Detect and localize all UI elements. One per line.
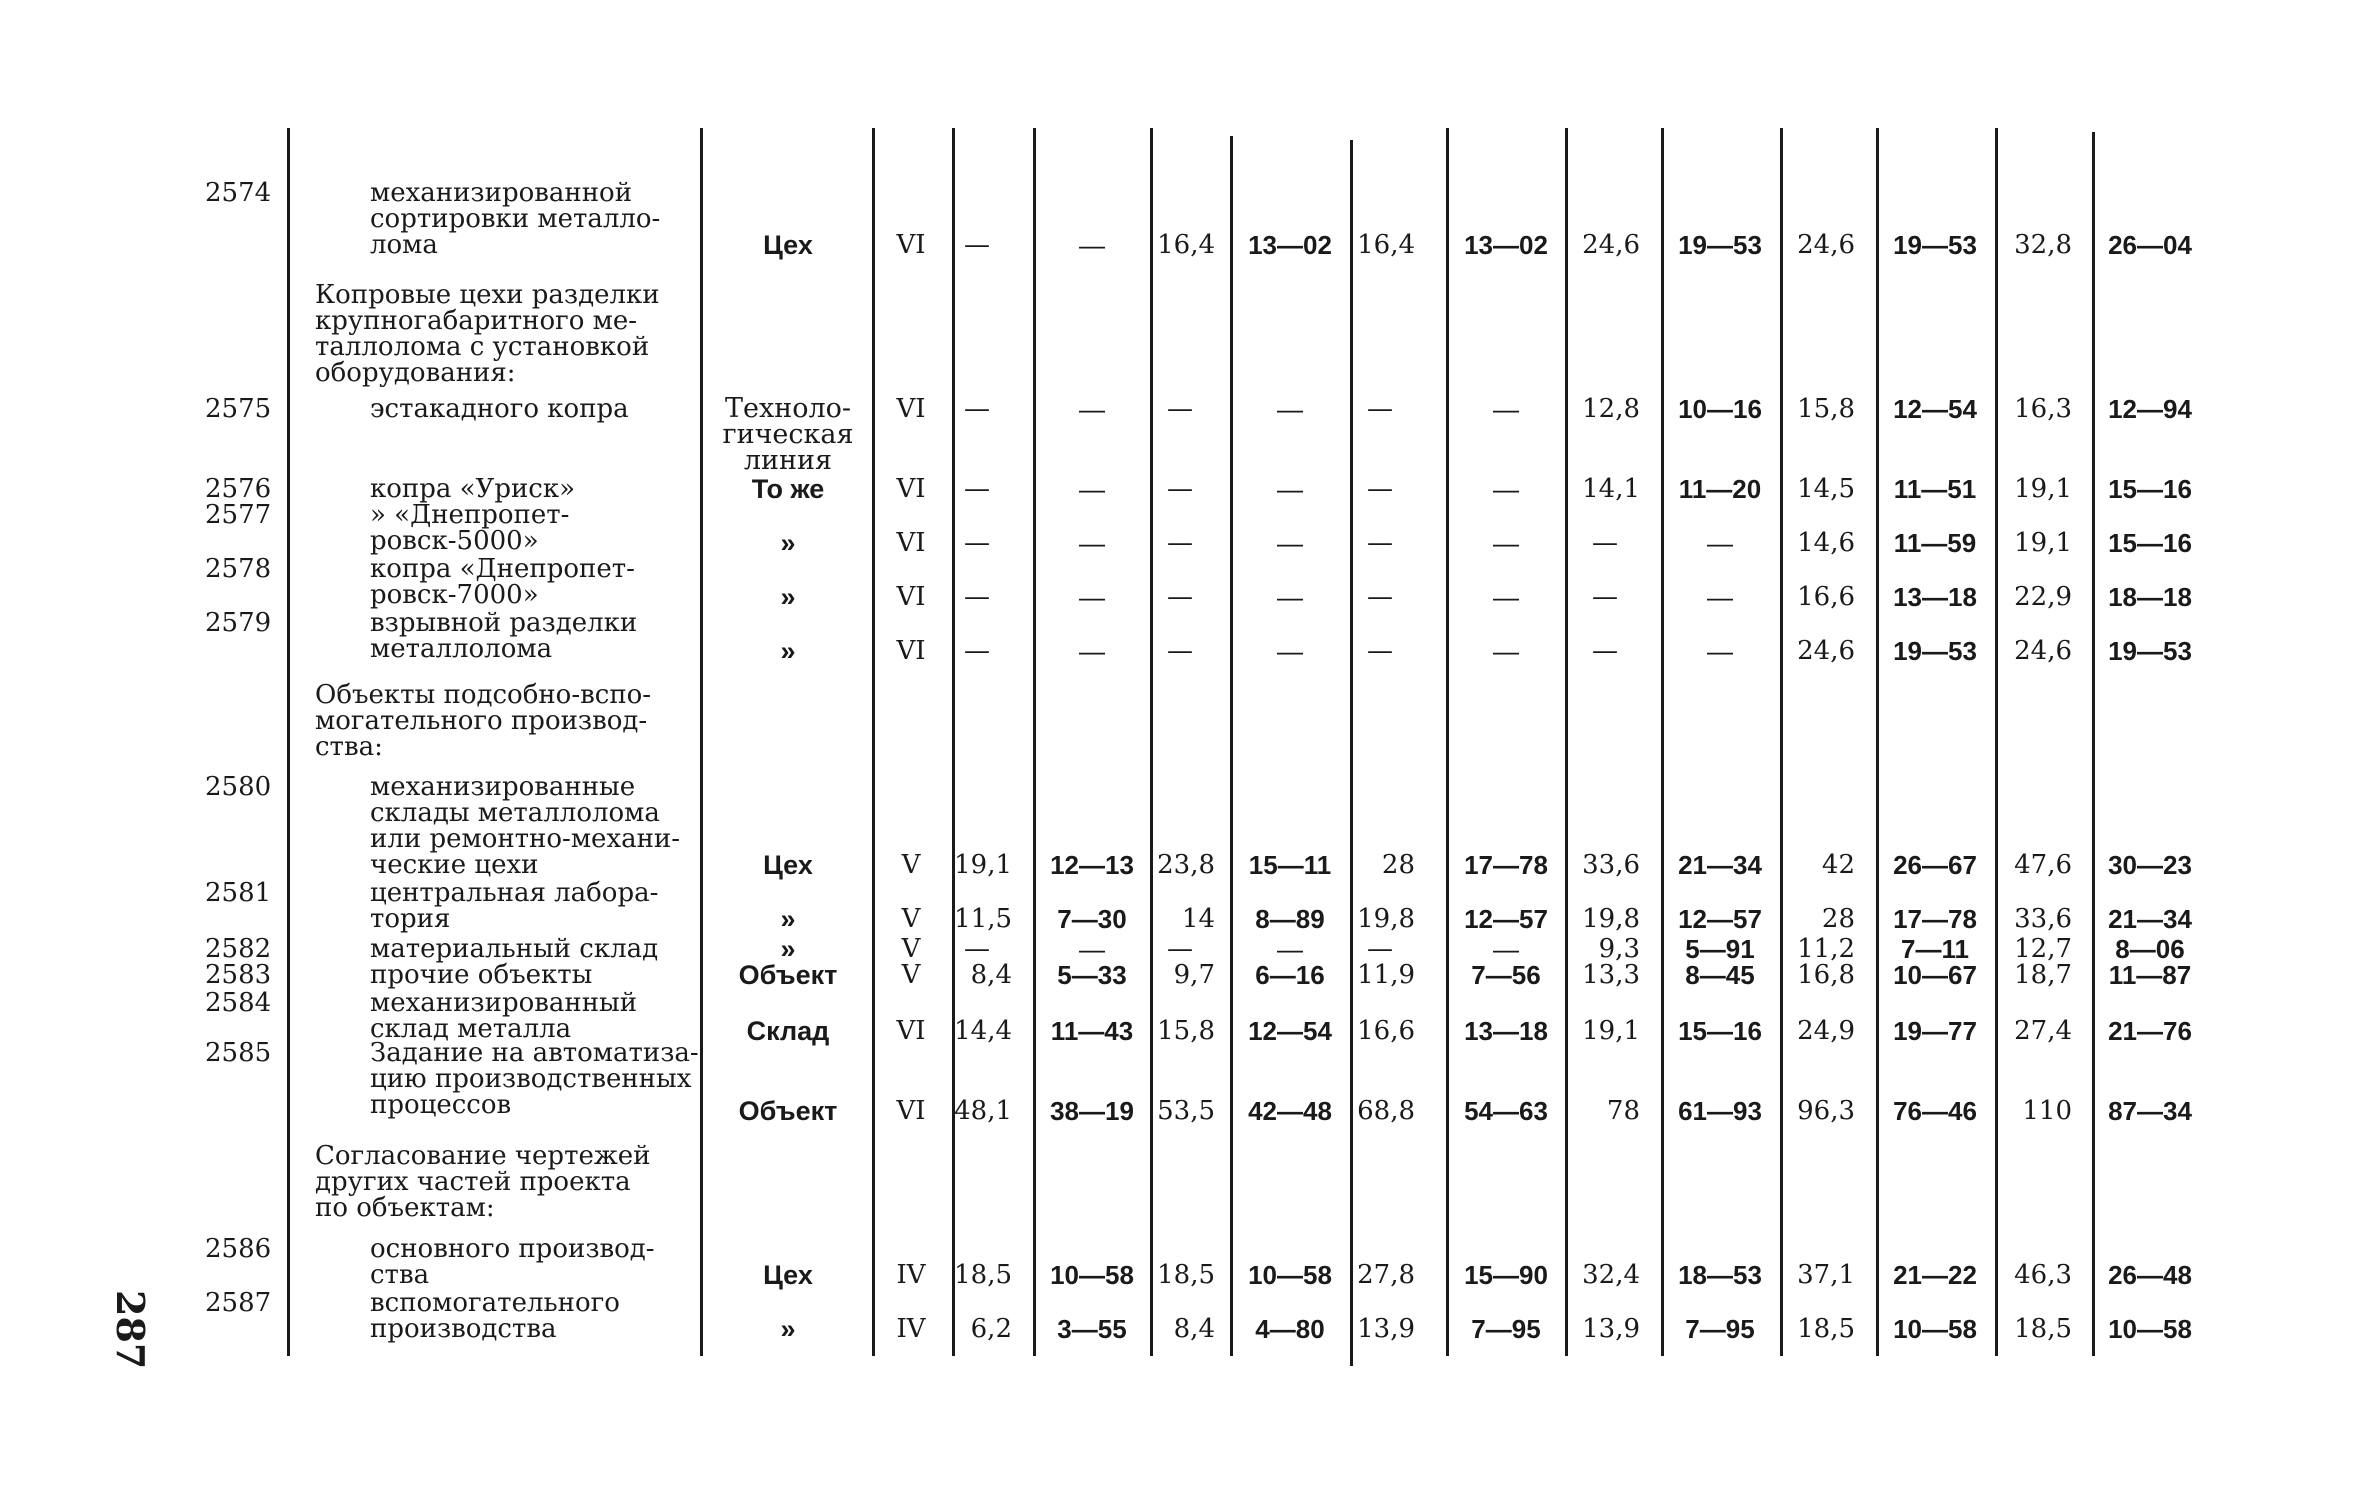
table-cell-value: 16,4 bbox=[1157, 230, 1215, 260]
table-cell-value: — bbox=[1167, 636, 1193, 666]
table-cell-value: 13,9 bbox=[1582, 1314, 1640, 1344]
table-cell-value: 54—63 bbox=[1464, 1096, 1548, 1126]
table-cell-value: 26—04 bbox=[2108, 230, 2192, 260]
row-code: 2576 bbox=[205, 474, 272, 504]
row-category: VI bbox=[896, 1096, 926, 1126]
table-cell-value: 19,1 bbox=[2014, 474, 2072, 504]
table-cell-value: 3—55 bbox=[1057, 1314, 1127, 1344]
table-cell-value: 12—13 bbox=[1050, 850, 1134, 880]
row-description-line: » «Днепропет- bbox=[370, 500, 570, 530]
table-cell-value: 6,2 bbox=[970, 1314, 1012, 1344]
table-cell-value: 26—67 bbox=[1893, 850, 1977, 880]
row-code: 2575 bbox=[205, 394, 272, 424]
table-cell-value: 12—54 bbox=[1893, 394, 1977, 424]
table-cell-value: 11—59 bbox=[1893, 528, 1977, 558]
table-cell-value: 10—67 bbox=[1893, 960, 1977, 990]
row-unit-line: линия bbox=[743, 445, 833, 476]
table-cell-value: 16,6 bbox=[1797, 582, 1855, 612]
table-cell-value: 13,3 bbox=[1582, 960, 1640, 990]
row-description-line: механизированный bbox=[370, 988, 638, 1018]
table-cell-value: — bbox=[964, 934, 990, 964]
table-cell-value: — bbox=[1079, 474, 1105, 504]
row-code: 2587 bbox=[205, 1288, 272, 1318]
table-cell-value: 14,1 bbox=[1582, 474, 1640, 504]
table-cell-value: — bbox=[1592, 528, 1618, 558]
table-cell-value: 17—78 bbox=[1464, 850, 1548, 880]
table-cell-value: — bbox=[1367, 528, 1393, 558]
row-code: 2582 bbox=[205, 934, 272, 964]
table-cell-value: — bbox=[1592, 582, 1618, 612]
table-cell-value: 12—54 bbox=[1248, 1016, 1332, 1046]
table-cell-value: 15—90 bbox=[1464, 1260, 1548, 1290]
table-cell-value: 9,7 bbox=[1173, 960, 1215, 990]
group-heading-line: могательного производ- bbox=[315, 706, 648, 736]
table-cell-value: 21—34 bbox=[1678, 850, 1762, 880]
table-cell-value: — bbox=[1367, 582, 1393, 612]
table-cell-value: — bbox=[1367, 394, 1393, 424]
row-description-line: эстакадного копра bbox=[370, 394, 629, 424]
table-cell-value: 32,4 bbox=[1582, 1260, 1640, 1290]
table-cell-value: 19—53 bbox=[1893, 230, 1977, 260]
table-cell-value: 10—58 bbox=[1893, 1314, 1977, 1344]
row-unit: Объект bbox=[738, 1096, 838, 1126]
table-cell-value: 28 bbox=[1381, 850, 1415, 880]
table-cell-value: 4—80 bbox=[1255, 1314, 1325, 1344]
table-cell-value: — bbox=[1707, 636, 1733, 666]
table-cell-value: 9,3 bbox=[1598, 934, 1640, 964]
table-cell-value: — bbox=[1079, 394, 1105, 424]
row-unit: » bbox=[780, 636, 796, 666]
table-cell-value: 21—76 bbox=[2108, 1016, 2192, 1046]
table-cell-value: 21—34 bbox=[2108, 904, 2192, 934]
table-cell-value: 15,8 bbox=[1797, 394, 1855, 424]
column-rule bbox=[1446, 128, 1449, 1356]
row-category: V bbox=[901, 904, 921, 934]
row-category: IV bbox=[896, 1314, 926, 1344]
row-description-line: материальный склад bbox=[370, 934, 659, 964]
table-cell-value: 18,5 bbox=[1797, 1314, 1855, 1344]
row-unit: Склад bbox=[746, 1016, 830, 1046]
row-code: 2577 bbox=[205, 500, 272, 530]
table-cell-value: 18,5 bbox=[954, 1260, 1012, 1290]
group-heading-line: Объекты подсобно-вспо- bbox=[315, 680, 652, 710]
column-rule bbox=[1876, 128, 1879, 1356]
table-cell-value: — bbox=[964, 230, 990, 260]
table-cell-value: 12,8 bbox=[1582, 394, 1640, 424]
row-description-line: цию производственных bbox=[370, 1064, 692, 1094]
group-heading-line: таллолома с установкой bbox=[315, 332, 650, 362]
row-code: 2583 bbox=[205, 960, 272, 990]
table-cell-value: 48,1 bbox=[954, 1096, 1012, 1126]
table-cell-value: 37,1 bbox=[1797, 1260, 1855, 1290]
table-cell-value: 32,8 bbox=[2014, 230, 2072, 260]
column-rule bbox=[1661, 128, 1664, 1356]
table-cell-value: — bbox=[1079, 582, 1105, 612]
table-cell-value: — bbox=[964, 636, 990, 666]
row-unit: Цех bbox=[763, 230, 813, 260]
table-cell-value: 19—53 bbox=[1678, 230, 1762, 260]
table-cell-value: — bbox=[1592, 636, 1618, 666]
table-cell-value: 7—56 bbox=[1471, 960, 1541, 990]
table-cell-value: — bbox=[1493, 394, 1519, 424]
group-heading-line: крупногабаритного ме- bbox=[315, 306, 638, 336]
table-cell-value: 11—20 bbox=[1678, 474, 1762, 504]
table-cell-value: 7—95 bbox=[1685, 1314, 1755, 1344]
table-cell-value: 5—91 bbox=[1685, 934, 1755, 964]
table-cell-value: 22,9 bbox=[2014, 582, 2072, 612]
table-cell-value: 8—06 bbox=[2115, 934, 2185, 964]
row-description-line: ства bbox=[370, 1260, 430, 1290]
table-cell-value: 11,9 bbox=[1357, 960, 1415, 990]
row-description-line: лома bbox=[370, 230, 438, 260]
row-description-line: центральная лабора- bbox=[370, 878, 659, 908]
table-cell-value: — bbox=[1277, 528, 1303, 558]
row-description-line: взрывной разделки bbox=[370, 608, 638, 638]
group-heading-line: ства: bbox=[315, 732, 383, 762]
table-cell-value: 19—53 bbox=[1893, 636, 1977, 666]
table-cell-value: — bbox=[1167, 528, 1193, 558]
group-heading-line: Копровые цехи разделки bbox=[315, 280, 660, 310]
row-unit: » bbox=[780, 904, 796, 934]
table-cell-value: 24,6 bbox=[1797, 230, 1855, 260]
table-cell-value: 19—77 bbox=[1893, 1016, 1977, 1046]
row-code: 2580 bbox=[205, 772, 272, 802]
table-cell-value: 28 bbox=[1821, 904, 1855, 934]
table-cell-value: 11,5 bbox=[954, 904, 1012, 934]
table-cell-value: 24,6 bbox=[2014, 636, 2072, 666]
row-unit: То же bbox=[751, 474, 825, 504]
row-description-line: механизированной bbox=[370, 178, 633, 208]
table-cell-value: — bbox=[964, 394, 990, 424]
row-description-line: ровск-7000» bbox=[370, 580, 539, 610]
row-unit: » bbox=[780, 1314, 796, 1344]
table-cell-value: — bbox=[1167, 582, 1193, 612]
table-cell-value: 7—30 bbox=[1057, 904, 1127, 934]
row-category: VI bbox=[896, 230, 926, 260]
row-description-line: металлолома bbox=[370, 634, 553, 664]
table-cell-value: 8—89 bbox=[1255, 904, 1325, 934]
table-cell-value: — bbox=[1367, 934, 1393, 964]
row-description-line: процессов bbox=[370, 1090, 512, 1120]
row-unit: Цех bbox=[763, 850, 813, 880]
table-cell-value: 24,9 bbox=[1797, 1016, 1855, 1046]
table-cell-value: 27,8 bbox=[1357, 1260, 1415, 1290]
column-rule bbox=[700, 128, 703, 1356]
row-category: VI bbox=[896, 474, 926, 504]
table-cell-value: 12—94 bbox=[2108, 394, 2192, 424]
table-cell-value: — bbox=[1277, 394, 1303, 424]
table-cell-value: 10—16 bbox=[1678, 394, 1762, 424]
page-number: 287 bbox=[108, 1290, 153, 1370]
table-cell-value: 27,4 bbox=[2014, 1016, 2072, 1046]
table-cell-value: — bbox=[1167, 474, 1193, 504]
table-cell-value: — bbox=[1277, 474, 1303, 504]
table-cell-value: 11—87 bbox=[2108, 960, 2192, 990]
row-unit: Объект bbox=[738, 960, 838, 990]
table-cell-value: 11—51 bbox=[1893, 474, 1977, 504]
row-description-line: ровск-5000» bbox=[370, 526, 539, 556]
table-cell-value: 14,5 bbox=[1797, 474, 1855, 504]
table-cell-value: 87—34 bbox=[2108, 1096, 2192, 1126]
row-category: VI bbox=[896, 1016, 926, 1046]
table-cell-value: 13—18 bbox=[1893, 582, 1977, 612]
row-category: VI bbox=[896, 528, 926, 558]
table-cell-value: 78 bbox=[1606, 1096, 1640, 1126]
table-cell-value: 110 bbox=[2022, 1096, 2072, 1126]
column-rule bbox=[872, 128, 875, 1356]
table-cell-value: 13—02 bbox=[1248, 230, 1332, 260]
table-cell-value: 15—11 bbox=[1248, 850, 1332, 880]
group-heading-line: по объектам: bbox=[315, 1193, 495, 1223]
row-description-line: копра «Днепропет- bbox=[370, 554, 635, 584]
row-unit: » bbox=[780, 528, 796, 558]
row-unit: » bbox=[780, 582, 796, 612]
table-cell-value: — bbox=[1079, 934, 1105, 964]
table-cell-value: — bbox=[1367, 474, 1393, 504]
row-description-line: производства bbox=[370, 1314, 557, 1344]
table-cell-value: 19,1 bbox=[954, 850, 1012, 880]
row-code: 2574 bbox=[205, 178, 272, 208]
column-rule bbox=[1780, 128, 1783, 1356]
row-category: V bbox=[901, 934, 921, 964]
column-rule bbox=[1033, 128, 1036, 1356]
table-cell-value: — bbox=[1167, 394, 1193, 424]
row-description-line: или ремонтно-механи- bbox=[370, 824, 681, 854]
table-cell-value: 12,7 bbox=[2014, 934, 2072, 964]
table-cell-value: 6—16 bbox=[1255, 960, 1325, 990]
column-rule bbox=[1150, 128, 1153, 1356]
table-cell-value: 18—18 bbox=[2108, 582, 2192, 612]
table-cell-value: — bbox=[1167, 934, 1193, 964]
column-rule bbox=[2092, 132, 2095, 1356]
row-category: VI bbox=[896, 582, 926, 612]
table-cell-value: 19—53 bbox=[2108, 636, 2192, 666]
table-cell-value: 46,3 bbox=[2014, 1260, 2072, 1290]
table-cell-value: 12—57 bbox=[1464, 904, 1548, 934]
table-cell-value: 11,2 bbox=[1797, 934, 1855, 964]
table-cell-value: — bbox=[1493, 636, 1519, 666]
row-category: VI bbox=[896, 636, 926, 666]
group-heading-line: Согласование чертежей bbox=[315, 1141, 651, 1171]
row-description-line: сортировки металло- bbox=[370, 204, 661, 234]
table-cell-value: 18,7 bbox=[2014, 960, 2072, 990]
table-cell-value: — bbox=[1277, 582, 1303, 612]
table-cell-value: 8,4 bbox=[970, 960, 1012, 990]
column-rule bbox=[1350, 140, 1353, 1366]
row-description-line: прочие объекты bbox=[370, 960, 593, 990]
table-cell-value: 5—33 bbox=[1057, 960, 1127, 990]
row-unit-line: гическая bbox=[722, 419, 854, 450]
group-heading-line: других частей проекта bbox=[315, 1167, 631, 1197]
table-cell-value: 16,4 bbox=[1357, 230, 1415, 260]
column-rule bbox=[952, 128, 955, 1356]
column-rule bbox=[287, 128, 290, 1356]
table-cell-value: 47,6 bbox=[2014, 850, 2072, 880]
row-description-line: копра «Уриск» bbox=[370, 474, 576, 504]
table-cell-value: — bbox=[1277, 934, 1303, 964]
table-cell-value: 38—19 bbox=[1050, 1096, 1134, 1126]
group-heading-line: оборудования: bbox=[315, 358, 516, 388]
table-cell-value: 18,5 bbox=[2014, 1314, 2072, 1344]
table-cell-value: 23,8 bbox=[1157, 850, 1215, 880]
table-cell-value: 15—16 bbox=[2108, 474, 2192, 504]
table-cell-value: — bbox=[964, 528, 990, 558]
table-cell-value: 10—58 bbox=[1248, 1260, 1332, 1290]
row-description-line: вспомогательного bbox=[370, 1288, 620, 1318]
table-cell-value: 96,3 bbox=[1797, 1096, 1855, 1126]
table-cell-value: 16,6 bbox=[1357, 1016, 1415, 1046]
row-code: 2581 bbox=[205, 878, 272, 908]
row-description-line: Задание на автоматиза- bbox=[370, 1038, 699, 1068]
table-cell-value: — bbox=[1707, 582, 1733, 612]
table-cell-value: 19,1 bbox=[1582, 1016, 1640, 1046]
table-cell-value: 7—95 bbox=[1471, 1314, 1541, 1344]
table-cell-value: 19,8 bbox=[1357, 904, 1415, 934]
table-cell-value: — bbox=[1079, 230, 1105, 260]
row-code: 2586 bbox=[205, 1234, 272, 1264]
table-cell-value: 24,6 bbox=[1797, 636, 1855, 666]
row-unit: » bbox=[780, 934, 796, 964]
table-cell-value: 14,6 bbox=[1797, 528, 1855, 558]
table-cell-value: 53,5 bbox=[1157, 1096, 1215, 1126]
table-cell-value: 14,4 bbox=[954, 1016, 1012, 1046]
table-cell-value: — bbox=[964, 474, 990, 504]
table-cell-value: — bbox=[1707, 528, 1733, 558]
table-cell-value: 76—46 bbox=[1893, 1096, 1977, 1126]
table-cell-value: — bbox=[1079, 528, 1105, 558]
row-description-line: тория bbox=[370, 904, 451, 934]
table-cell-value: 8—45 bbox=[1685, 960, 1755, 990]
table-cell-value: 21—22 bbox=[1893, 1260, 1977, 1290]
row-description-line: склад металла bbox=[370, 1014, 572, 1044]
table-cell-value: 15—16 bbox=[1678, 1016, 1762, 1046]
table-cell-value: 19,1 bbox=[2014, 528, 2072, 558]
row-description-line: основного производ- bbox=[370, 1234, 655, 1264]
column-rule bbox=[1995, 128, 1998, 1356]
table-cell-value: 33,6 bbox=[1582, 850, 1640, 880]
table-cell-value: 11—43 bbox=[1050, 1016, 1134, 1046]
table-cell-value: 17—78 bbox=[1893, 904, 1977, 934]
row-unit-line: Техноло- bbox=[725, 393, 851, 424]
table-cell-value: 10—58 bbox=[2108, 1314, 2192, 1344]
table-cell-value: — bbox=[1493, 582, 1519, 612]
table-cell-value: 24,6 bbox=[1582, 230, 1640, 260]
row-description-line: механизированные bbox=[370, 772, 636, 802]
table-cell-value: 8,4 bbox=[1173, 1314, 1215, 1344]
row-code: 2579 bbox=[205, 608, 272, 638]
row-description-line: ческие цехи bbox=[370, 850, 539, 880]
table-cell-value: 16,8 bbox=[1797, 960, 1855, 990]
table-cell-value: — bbox=[1493, 934, 1519, 964]
table-cell-value: — bbox=[1493, 474, 1519, 504]
table-cell-value: 16,3 bbox=[2014, 394, 2072, 424]
column-rule bbox=[1230, 136, 1233, 1356]
table-cell-value: 15—16 bbox=[2108, 528, 2192, 558]
table-cell-value: 42—48 bbox=[1248, 1096, 1332, 1126]
table-cell-value: 13—02 bbox=[1464, 230, 1548, 260]
table-cell-value: — bbox=[1493, 528, 1519, 558]
table-cell-value: 42 bbox=[1821, 850, 1855, 880]
table-cell-value: 61—93 bbox=[1678, 1096, 1762, 1126]
table-cell-value: 13,9 bbox=[1357, 1314, 1415, 1344]
table-cell-value: 33,6 bbox=[2014, 904, 2072, 934]
row-code: 2584 bbox=[205, 988, 272, 1018]
row-category: IV bbox=[896, 1260, 926, 1290]
table-cell-value: — bbox=[1367, 636, 1393, 666]
table-cell-value: 68,8 bbox=[1357, 1096, 1415, 1126]
table-cell-value: 18—53 bbox=[1678, 1260, 1762, 1290]
row-category: V bbox=[901, 960, 921, 990]
row-category: V bbox=[901, 850, 921, 880]
table-cell-value: 10—58 bbox=[1050, 1260, 1134, 1290]
table-cell-value: 19,8 bbox=[1582, 904, 1640, 934]
table-cell-value: — bbox=[964, 582, 990, 612]
table-cell-value: 7—11 bbox=[1901, 934, 1969, 964]
table-cell-value: — bbox=[1277, 636, 1303, 666]
row-category: VI bbox=[896, 394, 926, 424]
table-cell-value: 30—23 bbox=[2108, 850, 2192, 880]
row-unit: Цех bbox=[763, 1260, 813, 1290]
table-cell-value: 13—18 bbox=[1464, 1016, 1548, 1046]
row-code: 2578 bbox=[205, 554, 272, 584]
table-cell-value: 14 bbox=[1181, 904, 1215, 934]
column-rule bbox=[1565, 128, 1568, 1356]
table-cell-value: 12—57 bbox=[1678, 904, 1762, 934]
table-cell-value: 15,8 bbox=[1157, 1016, 1215, 1046]
row-code: 2585 bbox=[205, 1038, 272, 1068]
table-cell-value: — bbox=[1079, 636, 1105, 666]
table-cell-value: 26—48 bbox=[2108, 1260, 2192, 1290]
table-cell-value: 18,5 bbox=[1157, 1260, 1215, 1290]
row-description-line: склады металлолома bbox=[370, 798, 660, 828]
